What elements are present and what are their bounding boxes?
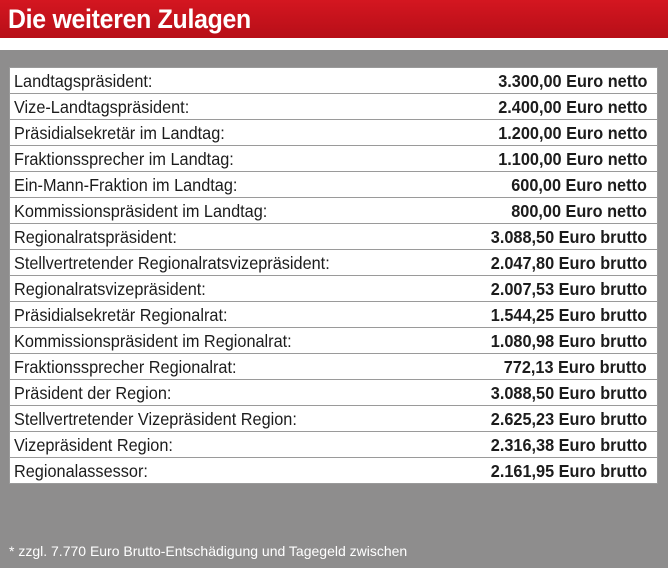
table-row: [10, 354, 657, 380]
row-label: Fraktionssprecher Regionalrat:: [14, 357, 237, 377]
row-value: 2.316,38 Euro brutto: [490, 435, 647, 455]
row-value: 2.161,95 Euro brutto: [490, 461, 647, 481]
row-label: Ein-Mann-Fraktion im Landtag:: [14, 175, 238, 195]
row-value: 600,00 Euro netto: [511, 175, 647, 195]
row-value: 3.300,00 Euro netto: [497, 71, 647, 91]
table-row: [10, 94, 657, 120]
row-value: 2.007,53 Euro brutto: [490, 279, 647, 299]
row-label: Kommissionspräsident im Regionalrat:: [14, 331, 292, 351]
row-label: Regionalratsvizepräsident:: [14, 279, 206, 299]
row-value: 3.088,50 Euro brutto: [490, 383, 647, 403]
row-label: Fraktionssprecher im Landtag:: [14, 149, 234, 169]
table-row: [10, 406, 657, 432]
table-row: [10, 302, 657, 328]
table-row: [10, 432, 657, 458]
row-label: Präsident der Region:: [14, 383, 172, 403]
table-row: [10, 198, 657, 224]
table-row: [10, 224, 657, 250]
table-row: [10, 120, 657, 146]
row-value: 2.047,80 Euro brutto: [490, 253, 647, 273]
table-row: [10, 328, 657, 354]
row-label: Vize-Landtagspräsident:: [14, 97, 190, 117]
footnote: * zzgl. 7.770 Euro Brutto-Entschädigung und Tagegeld zwischen: [9, 543, 408, 559]
table-row: [10, 146, 657, 172]
row-label: Präsidialsekretär im Landtag:: [14, 123, 225, 143]
row-value: 1.080,98 Euro brutto: [490, 331, 647, 351]
row-value: 1.100,00 Euro netto: [497, 149, 647, 169]
row-value: 1.200,00 Euro netto: [497, 123, 647, 143]
row-label: Regionalassessor:: [14, 461, 148, 481]
row-value: 772,13 Euro brutto: [504, 357, 647, 377]
table-row: [10, 250, 657, 276]
row-value: 800,00 Euro netto: [511, 201, 647, 221]
row-label: Stellvertretender Vizepräsident Region:: [14, 409, 297, 429]
row-value: 2.400,00 Euro netto: [497, 97, 647, 117]
page-title: Die weiteren Zulagen: [8, 4, 251, 34]
row-value: 1.544,25 Euro brutto: [490, 305, 647, 325]
row-value: 2.625,23 Euro brutto: [490, 409, 647, 429]
row-label: Vizepräsident Region:: [14, 435, 173, 455]
row-label: Stellvertretender Regionalratsvizepräsident:: [14, 253, 330, 273]
table-row: [10, 172, 657, 198]
table-row: [10, 276, 657, 302]
row-label: Kommissionspräsident im Landtag:: [14, 201, 268, 221]
row-label: Regionalratspräsident:: [14, 227, 177, 247]
row-label: Landtagspräsident:: [14, 71, 153, 91]
table-row: [10, 458, 657, 483]
allowance-table: [9, 67, 658, 484]
row-value: 3.088,50 Euro brutto: [490, 227, 647, 247]
table-row: [10, 68, 657, 94]
row-label: Präsidialsekretär Regionalrat:: [14, 305, 228, 325]
header-bar: [0, 0, 668, 38]
content-panel: [0, 50, 668, 568]
table-row: [10, 380, 657, 406]
